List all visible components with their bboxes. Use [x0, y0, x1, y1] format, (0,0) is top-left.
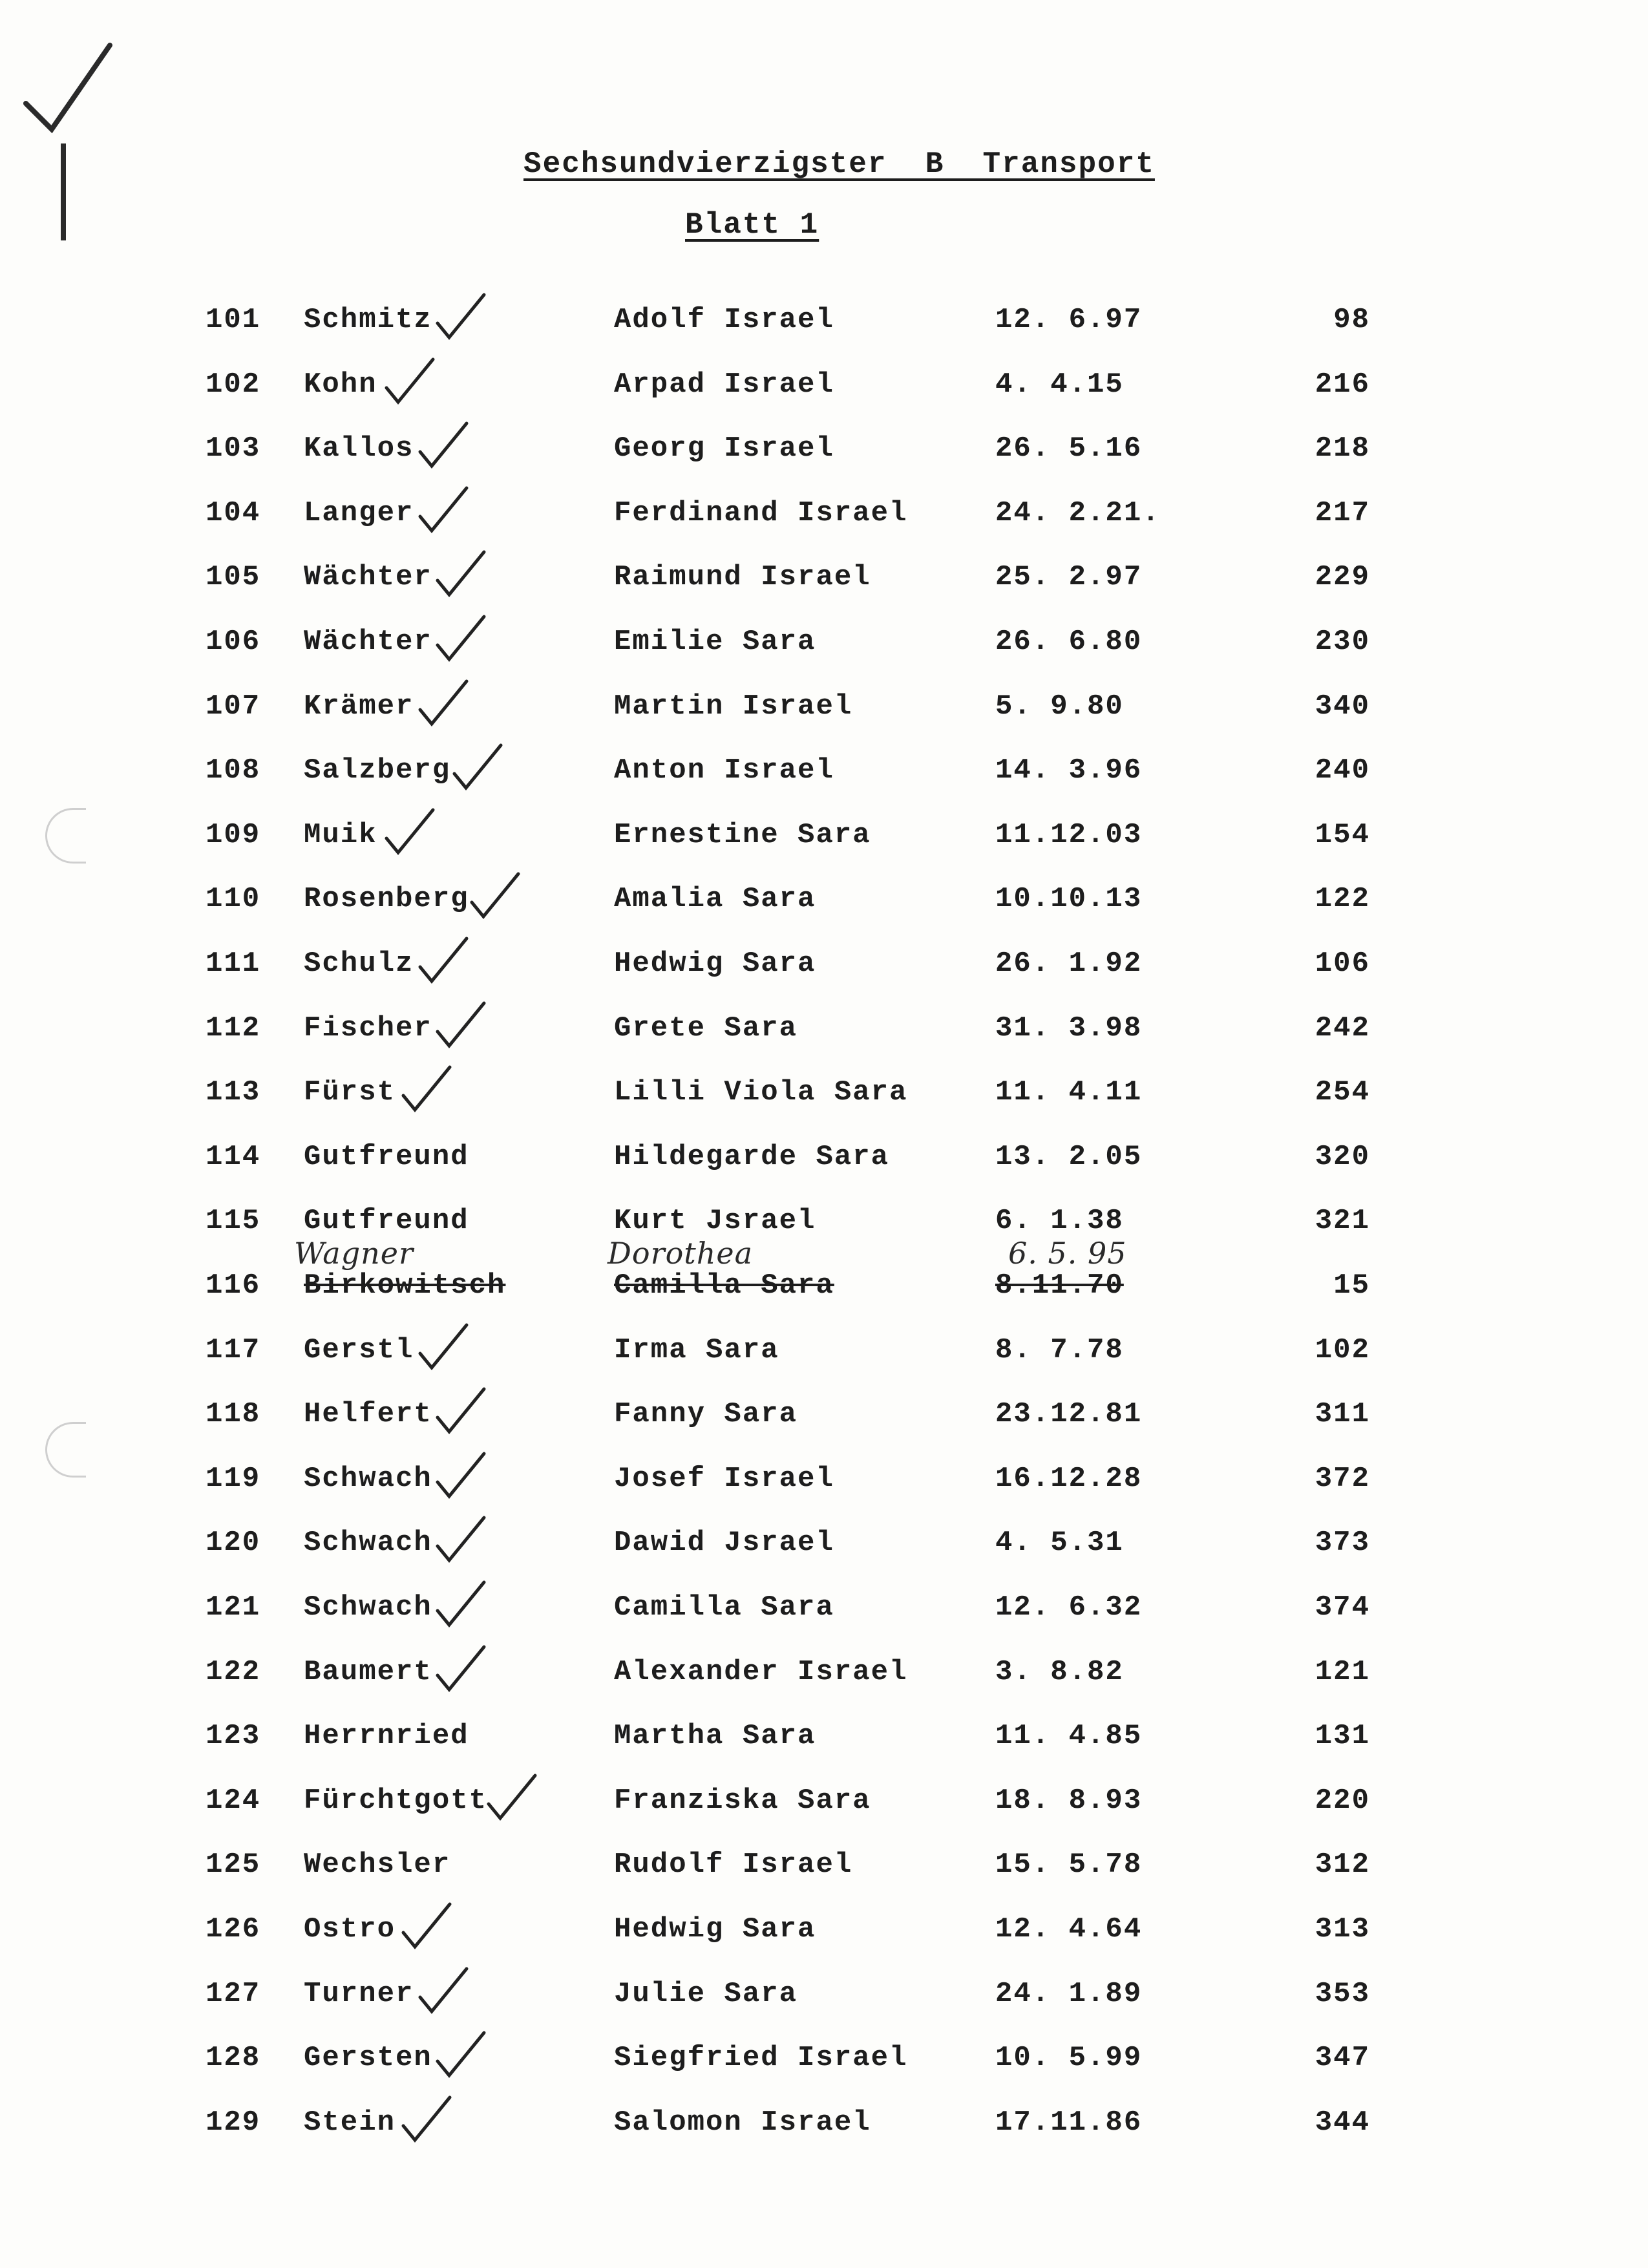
reference-number: 230 — [1315, 626, 1370, 658]
birth-date: 13. 2.05 — [995, 1140, 1143, 1173]
given-name: Emilie Sara — [614, 626, 816, 658]
given-name: Raimund Israel — [614, 561, 871, 594]
birth-date: 11. 4.85 — [995, 1720, 1143, 1753]
list-row — [0, 883, 1648, 948]
birth-date: 11. 4.11 — [995, 1076, 1143, 1109]
birth-date: 14. 3.96 — [995, 754, 1143, 787]
surname: Kohn — [304, 368, 377, 401]
given-name: Anton Israel — [614, 754, 834, 787]
list-row — [0, 1527, 1648, 1591]
reference-number: 122 — [1315, 883, 1370, 916]
birth-date: 26. 1.92 — [995, 948, 1143, 980]
birth-date: 24. 2.21. — [995, 496, 1161, 529]
given-name: Lilli Viola Sara — [614, 1076, 908, 1109]
birth-date: 8.11.70 — [995, 1269, 1124, 1302]
sheet-number: Blatt 1 — [685, 208, 819, 242]
birth-date: 8. 7.78 — [995, 1333, 1124, 1366]
given-name: Salomon Israel — [614, 2106, 871, 2139]
given-name: Irma Sara — [614, 1333, 779, 1366]
list-row — [0, 1720, 1648, 1785]
list-row — [0, 1849, 1648, 1913]
list-row — [0, 1398, 1648, 1463]
birth-date: 10.10.13 — [995, 883, 1143, 916]
surname: Gerstl — [304, 1333, 414, 1366]
reference-number: 131 — [1315, 1720, 1370, 1753]
given-name: Hedwig Sara — [614, 948, 816, 980]
reference-number: 240 — [1315, 754, 1370, 787]
reference-number: 220 — [1315, 1784, 1370, 1817]
row-number: 115 — [206, 1205, 261, 1238]
birth-date: 16.12.28 — [995, 1462, 1143, 1495]
row-number: 126 — [206, 1913, 261, 1945]
surname: Rosenberg — [304, 883, 469, 916]
check-mark-icon — [432, 611, 491, 663]
check-mark-icon — [415, 933, 473, 985]
check-mark-icon — [449, 740, 507, 792]
given-name: Julie Sara — [614, 1977, 798, 2010]
reference-number: 320 — [1315, 1140, 1370, 1173]
surname: Baumert — [304, 1655, 432, 1688]
reference-number: 154 — [1315, 818, 1370, 851]
surname: Wächter — [304, 561, 432, 594]
document-title: Sechsundvierzigster B Transport — [523, 147, 1155, 181]
surname: Turner — [304, 1977, 414, 2010]
reference-number: 102 — [1315, 1333, 1370, 1366]
row-number: 107 — [206, 690, 261, 723]
row-number: 113 — [206, 1076, 261, 1109]
surname: Gersten — [304, 2042, 432, 2075]
given-name: Martha Sara — [614, 1720, 816, 1753]
reference-number: 353 — [1315, 1977, 1370, 2010]
handwritten-date-correction: 6. 5. 95 — [1008, 1236, 1127, 1271]
check-mark-icon — [432, 547, 491, 599]
list-row — [0, 561, 1648, 626]
given-name: Siegfried Israel — [614, 2042, 908, 2075]
surname: Krämer — [304, 690, 414, 723]
birth-date: 24. 1.89 — [995, 1977, 1143, 2010]
check-mark-icon — [398, 2092, 456, 2144]
given-name: Rudolf Israel — [614, 1849, 853, 1881]
check-mark-icon — [415, 1964, 473, 2015]
given-name: Hedwig Sara — [614, 1913, 816, 1945]
list-row — [0, 1463, 1648, 1527]
check-mark-icon — [415, 676, 473, 728]
given-name: Martin Israel — [614, 690, 853, 723]
handwritten-check-mark — [13, 32, 123, 142]
surname: Fürst — [304, 1076, 396, 1109]
surname: Herrnried — [304, 1720, 469, 1753]
row-number: 108 — [206, 754, 261, 787]
reference-number: 372 — [1315, 1462, 1370, 1495]
surname: Schwach — [304, 1591, 432, 1624]
reference-number: 121 — [1315, 1655, 1370, 1688]
surname: Schmitz — [304, 304, 432, 336]
list-row — [0, 1656, 1648, 1721]
reference-number: 254 — [1315, 1076, 1370, 1109]
row-number: 111 — [206, 948, 261, 980]
reference-number: 229 — [1315, 561, 1370, 594]
check-mark-icon — [467, 869, 525, 920]
check-mark-icon — [432, 1642, 491, 1693]
check-mark-icon — [415, 1320, 473, 1372]
row-number: 119 — [206, 1462, 261, 1495]
surname: Fürchtgott — [304, 1784, 488, 1817]
surname: Schulz — [304, 948, 414, 980]
birth-date: 4. 5.31 — [995, 1527, 1124, 1560]
row-number: 122 — [206, 1655, 261, 1688]
birth-date: 12. 6.97 — [995, 304, 1143, 336]
surname: Gutfreund — [304, 1140, 469, 1173]
list-row — [0, 1334, 1648, 1399]
reference-number: 98 — [1333, 304, 1370, 336]
birth-date: 31. 3.98 — [995, 1012, 1143, 1044]
row-number: 125 — [206, 1849, 261, 1881]
row-number: 128 — [206, 2042, 261, 2075]
given-name: Hildegarde Sara — [614, 1140, 890, 1173]
check-mark-icon — [381, 805, 439, 856]
reference-number: 15 — [1333, 1269, 1370, 1302]
given-name: Adolf Israel — [614, 304, 834, 336]
row-number: 104 — [206, 496, 261, 529]
list-row — [0, 497, 1648, 562]
given-name: Dawid Jsrael — [614, 1527, 834, 1560]
row-number: 129 — [206, 2106, 261, 2139]
surname: Helfert — [304, 1398, 432, 1431]
birth-date: 3. 8.82 — [995, 1655, 1124, 1688]
given-name: Camilla Sara — [614, 1591, 834, 1624]
birth-date: 26. 5.16 — [995, 432, 1143, 465]
birth-date: 4. 4.15 — [995, 368, 1124, 401]
reference-number: 216 — [1315, 368, 1370, 401]
row-number: 117 — [206, 1333, 261, 1366]
reference-number: 313 — [1315, 1913, 1370, 1945]
list-row — [0, 432, 1648, 497]
reference-number: 242 — [1315, 1012, 1370, 1044]
given-name: Georg Israel — [614, 432, 834, 465]
list-row — [0, 690, 1648, 755]
reference-number: 347 — [1315, 2042, 1370, 2075]
reference-number: 217 — [1315, 496, 1370, 529]
row-number: 101 — [206, 304, 261, 336]
birth-date: 25. 2.97 — [995, 561, 1143, 594]
surname: Kallos — [304, 432, 414, 465]
list-row — [0, 1785, 1648, 1849]
row-number: 105 — [206, 561, 261, 594]
list-row — [0, 1236, 1648, 1334]
reference-number: 344 — [1315, 2106, 1370, 2139]
check-mark-icon — [432, 2028, 491, 2079]
surname: Langer — [304, 496, 414, 529]
list-row — [0, 1141, 1648, 1205]
list-row — [0, 2106, 1648, 2171]
list-row — [0, 368, 1648, 433]
surname: Stein — [304, 2106, 396, 2139]
list-row — [0, 626, 1648, 690]
birth-date: 12. 4.64 — [995, 1913, 1143, 1945]
list-row — [0, 819, 1648, 884]
birth-date: 23.12.81 — [995, 1398, 1143, 1431]
surname: Fischer — [304, 1012, 432, 1044]
row-number: 127 — [206, 1977, 261, 2010]
row-number: 106 — [206, 626, 261, 658]
list-row — [0, 1591, 1648, 1656]
birth-date: 12. 6.32 — [995, 1591, 1143, 1624]
birth-date: 15. 5.78 — [995, 1849, 1143, 1881]
list-row — [0, 2042, 1648, 2106]
row-number: 124 — [206, 1784, 261, 1817]
row-number: 112 — [206, 1012, 261, 1044]
surname: Schwach — [304, 1527, 432, 1560]
birth-date: 5. 9.80 — [995, 690, 1124, 723]
row-number: 103 — [206, 432, 261, 465]
birth-date: 26. 6.80 — [995, 626, 1143, 658]
list-row — [0, 948, 1648, 1012]
check-mark-icon — [398, 1899, 456, 1951]
row-number: 120 — [206, 1527, 261, 1560]
margin-bar-mark — [61, 143, 66, 240]
handwritten-given-correction: Dorothea — [607, 1236, 754, 1271]
birth-date: 11.12.03 — [995, 818, 1143, 851]
given-name: Fanny Sara — [614, 1398, 798, 1431]
given-name: Franziska Sara — [614, 1784, 871, 1817]
check-mark-icon — [415, 418, 473, 470]
check-mark-icon — [415, 483, 473, 535]
surname: Muik — [304, 818, 377, 851]
handwritten-surname-correction: Wagner — [294, 1236, 414, 1271]
row-number: 110 — [206, 883, 261, 916]
reference-number: 218 — [1315, 432, 1370, 465]
given-name: Ferdinand Israel — [614, 496, 908, 529]
list-row — [0, 1076, 1648, 1141]
list-row — [0, 1205, 1648, 1269]
row-number: 109 — [206, 818, 261, 851]
given-name: Alexander Israel — [614, 1655, 908, 1688]
check-mark-icon — [432, 290, 491, 341]
birth-date: 18. 8.93 — [995, 1784, 1143, 1817]
row-number: 114 — [206, 1140, 261, 1173]
row-number: 102 — [206, 368, 261, 401]
surname: Wächter — [304, 626, 432, 658]
list-row — [0, 1913, 1648, 1978]
surname: Schwach — [304, 1462, 432, 1495]
given-name: Josef Israel — [614, 1462, 834, 1495]
list-row — [0, 304, 1648, 368]
check-mark-icon — [432, 1384, 491, 1436]
reference-number: 340 — [1315, 690, 1370, 723]
given-name: Kurt Jsrael — [614, 1205, 816, 1238]
surname: Wechsler — [304, 1849, 451, 1881]
reference-number: 312 — [1315, 1849, 1370, 1881]
check-mark-icon — [483, 1770, 542, 1822]
reference-number: 106 — [1315, 948, 1370, 980]
surname: Birkowitsch — [304, 1269, 506, 1302]
row-number: 123 — [206, 1720, 261, 1753]
check-mark-icon — [398, 1062, 456, 1114]
check-mark-icon — [432, 1577, 491, 1629]
reference-number: 311 — [1315, 1398, 1370, 1431]
list-row — [0, 1978, 1648, 2042]
reference-number: 321 — [1315, 1205, 1370, 1238]
surname: Gutfreund — [304, 1205, 469, 1238]
reference-number: 374 — [1315, 1591, 1370, 1624]
check-mark-icon — [432, 1512, 491, 1564]
birth-date: 10. 5.99 — [995, 2042, 1143, 2075]
row-number: 116 — [206, 1269, 261, 1302]
row-number: 118 — [206, 1398, 261, 1431]
check-mark-icon — [381, 354, 439, 406]
birth-date: 6. 1.38 — [995, 1205, 1124, 1238]
given-name: Ernestine Sara — [614, 818, 871, 851]
row-number: 121 — [206, 1591, 261, 1624]
check-mark-icon — [432, 998, 491, 1050]
given-name: Grete Sara — [614, 1012, 798, 1044]
given-name: Arpad Israel — [614, 368, 834, 401]
surname: Ostro — [304, 1913, 396, 1945]
check-mark-icon — [432, 1448, 491, 1500]
birth-date: 17.11.86 — [995, 2106, 1143, 2139]
given-name: Amalia Sara — [614, 883, 816, 916]
surname: Salzberg — [304, 754, 451, 787]
list-row — [0, 1012, 1648, 1077]
given-name: Camilla Sara — [614, 1269, 834, 1302]
list-row — [0, 754, 1648, 819]
reference-number: 373 — [1315, 1527, 1370, 1560]
